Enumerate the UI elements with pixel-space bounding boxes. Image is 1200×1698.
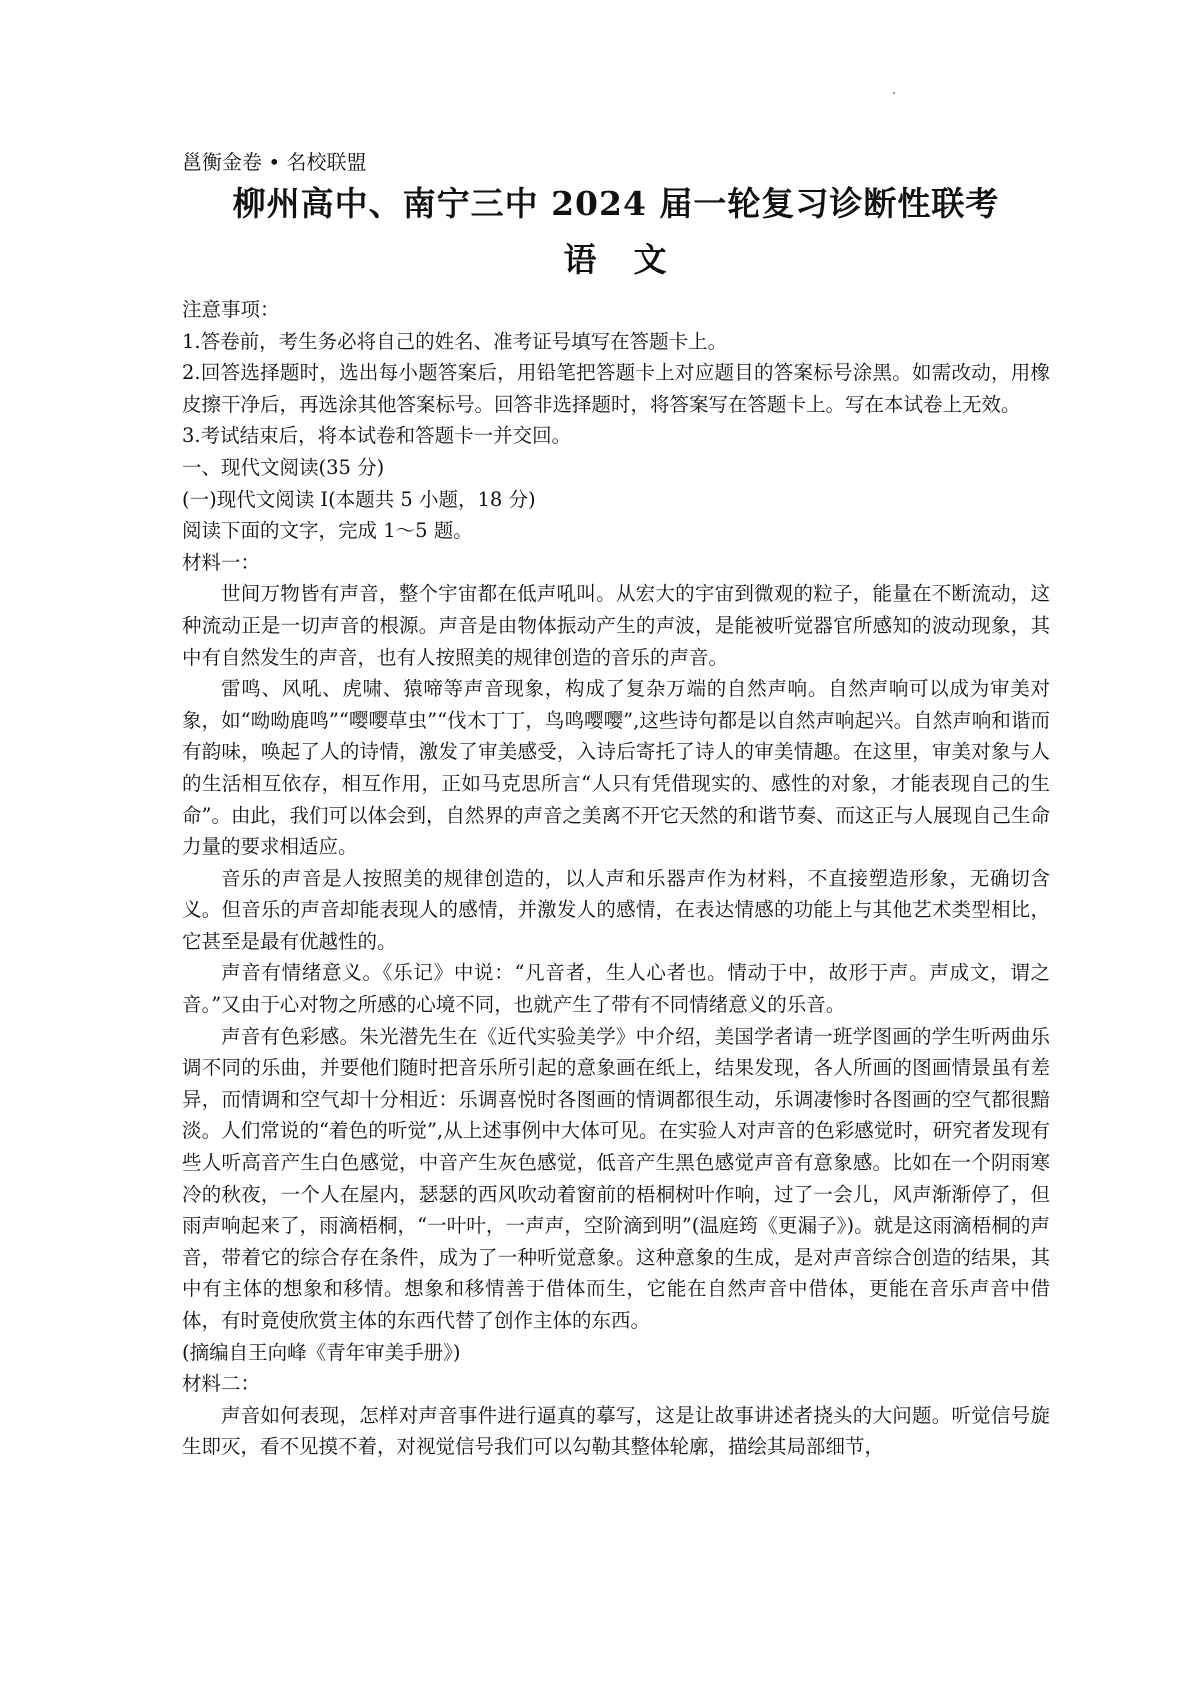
material-one-paragraph: 音乐的声音是人按照美的规律创造的，以人声和乐器声作为材料，不直接塑造形象，无确切含义。但音乐的声音却能表现人的感情，并激发人的感情，在表达情感的功能上与其他艺术类型相比，它甚至是最有优越性的。 <box>182 866 1050 953</box>
material-two <box>182 1368 1050 1463</box>
page-content <box>182 148 1050 1463</box>
section-subheading: (一)现代文阅读 I(本题共 5 小题，18 分) <box>182 487 536 511</box>
notice-heading: 注意事项： <box>182 298 280 321</box>
notice-item-1: 1.答卷前，考生务必将自己的姓名、准考证号填写在答题卡上。 <box>182 329 728 353</box>
scan-speck <box>893 92 895 94</box>
exam-title: 柳州高中、南宁三中 2024 届一轮复习诊断性联考 <box>232 184 1000 223</box>
notice-item-2: 2.回答选择题时，选出每小题答案后，用铅笔把答题卡上对应题目的答案标号涂黑。如需改动，用橡皮擦干净后，再选涂其他答案标号。回答非选择题时，将答案写在答题卡上。写在本试卷上无效。 <box>182 361 1050 416</box>
material-one-paragraph: 世间万物皆有声音，整个宇宙都在低声吼叫。从宏大的宇宙到微观的粒子，能量在不断流动，这种流动正是一切声音的根源。声音是由物体振动产生的声波，是能被听觉器官所感知的波动现象，其中有自然发生的声音，也有人按照美的规律创造的音乐的声音。 <box>182 582 1050 669</box>
material-one <box>182 547 1050 1368</box>
notice-item-3: 3.考试结束后，将本试卷和答题卡一并交回。 <box>182 424 572 448</box>
section-heading: 一、现代文阅读(35 分) <box>182 455 385 479</box>
exam-series: 邕衡金卷 • 名校联盟 <box>182 150 367 174</box>
material-one-paragraph: 声音有情绪意义。《乐记》中说：“凡音者，生人心者也。情动于中，故形于声。声成文，谓之音。”又由于心对物之所感的心境不同，也就产生了带有不同情绪意义的乐音。 <box>182 961 1050 1017</box>
exam-subject: 语 文 <box>563 240 669 279</box>
material-two-paragraph: 声音如何表现，怎样对声音事件进行逼真的摹写，这是让故事讲述者挠头的大问题。听觉信号旋生即灭，看不见摸不着，对视觉信号我们可以勾勒其整体轮廓，描绘其局部细节， <box>182 1403 1050 1459</box>
material-one-paragraph: 雷鸣、风吼、虎啸、猿啼等声音现象，构成了复杂万端的自然声响。自然声响可以成为审美对象，如“呦呦鹿鸣”“嘤嘤草虫”“伐木丁丁，鸟鸣嘤嘤”,这些诗句都是以自然声响起兴。自然声响和谐而有韵味，唤起了人的诗情，激发了审美感受，入诗后寄托了诗人的审美情趣。在这里，审美对象与人的生活相互依存，相互作用，正如马克思所言“人只有凭借现实的、感性的对象，才能表现自己的生命”。由此，我们可以体会到，自然界的声音之美离不开它天然的和谐节奏、而这正与人展现自己生命力量的要求相适应。 <box>182 677 1050 859</box>
material-one-paragraph: 声音有色彩感。朱光潜先生在《近代实验美学》中介绍，美国学者请一班学图画的学生听两曲乐调不同的乐曲，并要他们随时把音乐所引起的意象画在纸上，结果发现，各人所画的图画情景虽有差异，而情调和空气却十分相近：乐调喜悦时各图画的情调都很生动，乐调凄惨时各图画的空气都很黯淡。人们常说的“着色的听觉”,从上述事例中大体可见。在实验人对声音的色彩感觉时，研究者发现有些人听高音产生白色感觉，中音产生灰色感觉，低音产生黑色感觉声音有意象感。比如在一个阴雨寒冷的秋夜，一个人在屋内，瑟瑟的西风吹动着窗前的梧桐树叶作响，过了一会儿，风声渐渐停了，但雨声响起来了，雨滴梧桐，“一叶叶，一声声，空阶滴到明”(温庭筠《更漏子》)。就是这雨滴梧桐的声音，带着它的综合存在条件，成为了一种听觉意象。这种意象的生成，是对声音综合创造的结果，其中有主体的想象和移情。想象和移情善于借体而生，它能在自然声音中借体，更能在音乐声音中借体，有时竟使欣赏主体的东西代替了创作主体的东西。 <box>182 1024 1050 1332</box>
section-instruction: 阅读下面的文字，完成 1～5 题。 <box>182 519 473 543</box>
material-one-label: 材料一： <box>182 550 261 574</box>
material-one-source: (摘编自王向峰《青年审美手册》) <box>182 1340 461 1364</box>
material-two-label: 材料二： <box>182 1372 261 1396</box>
section-reading <box>182 452 1050 547</box>
notice-block <box>182 294 1050 452</box>
